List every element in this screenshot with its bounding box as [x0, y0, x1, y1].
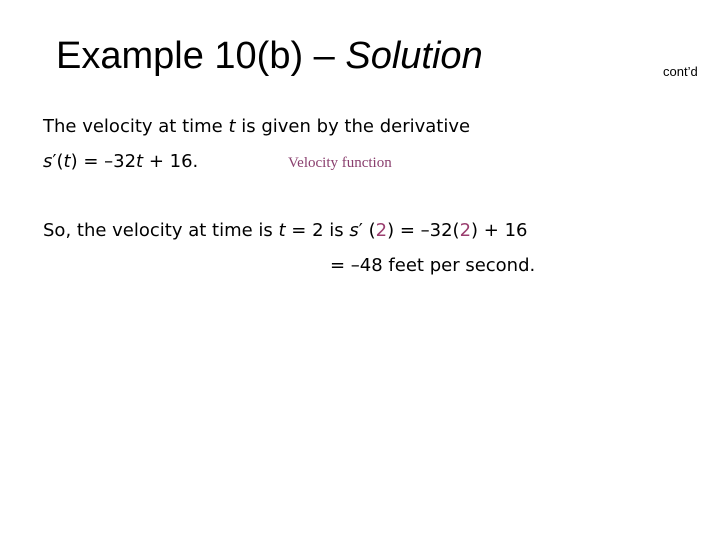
- line2-close: ) = –32: [70, 151, 137, 172]
- velocity-equation: [43, 151, 198, 173]
- velocity-function-annotation: Velocity function: [288, 155, 392, 171]
- line2-prime: ′: [52, 151, 57, 172]
- line3-text-a: So, the velocity at time is: [43, 220, 279, 241]
- velocity-result: = –48 feet per second.: [330, 255, 536, 276]
- line3-text-b: = 2 is: [285, 220, 350, 241]
- line3-var-t: t: [278, 220, 286, 241]
- line2-open: (: [56, 151, 64, 172]
- line3-mid: ) = –32(: [387, 220, 460, 241]
- title-main: Example 10(b) –: [56, 35, 346, 77]
- line3-prime: ′: [358, 220, 363, 241]
- continued-label: cont’d: [663, 64, 698, 79]
- line3-var-s: s: [349, 220, 359, 241]
- line3-highlight-2b: 2: [459, 220, 472, 241]
- line1-var-t: t: [228, 116, 236, 137]
- slide-title: [56, 34, 483, 78]
- line3-end: ) + 16: [471, 220, 528, 241]
- title-italic: Solution: [345, 35, 483, 77]
- line2-var-t: t: [63, 151, 71, 172]
- line2-var-s: s: [43, 151, 53, 172]
- derivative-statement: [43, 116, 470, 138]
- line3-open: (: [362, 220, 376, 241]
- line2-var-t2: t: [136, 151, 144, 172]
- velocity-evaluation: [43, 220, 527, 242]
- line3-highlight-2a: 2: [375, 220, 388, 241]
- line2-rest: + 16.: [143, 151, 199, 172]
- line1-text-a: The velocity at time: [43, 116, 229, 137]
- line1-text-b: is given by the derivative: [235, 116, 471, 137]
